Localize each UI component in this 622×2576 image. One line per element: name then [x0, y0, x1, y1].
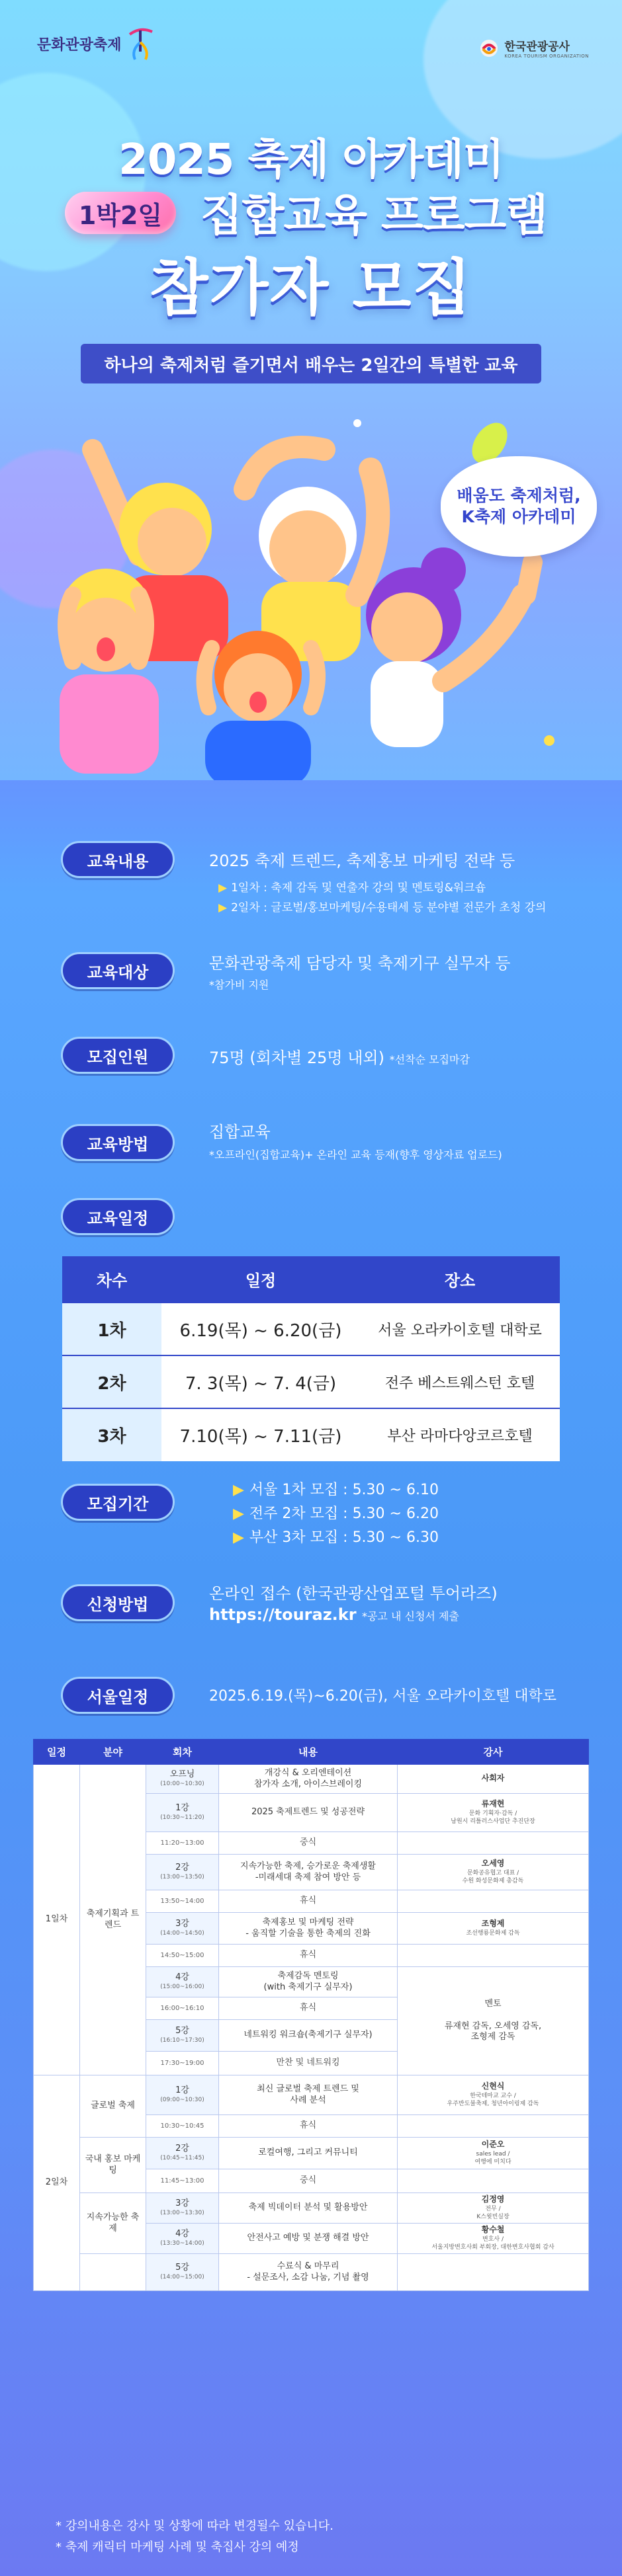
- tt-content: 네트워킹 워크숍(축제기구 실무자): [219, 2020, 398, 2052]
- tt-lecturer-name: 조형제: [481, 1919, 505, 1929]
- people-main: [209, 1045, 470, 1068]
- tt-session-label: 5강: [175, 2263, 189, 2273]
- tt-session-time: (13:00~13:30): [160, 2210, 204, 2217]
- tt-session-label: 오프닝: [169, 1769, 195, 1780]
- content-bullet-1-text: 1일차 : 축제 감독 및 연출자 강의 및 멘토링&워크숍: [231, 881, 486, 895]
- schedule-round: 1차: [62, 1303, 161, 1355]
- schedule-place: 서울 오라카이호텔 대학로: [360, 1303, 560, 1355]
- tt-session-label: 17:30~19:00: [160, 2060, 204, 2067]
- seoul-timetable: [33, 1739, 589, 2291]
- tt-session-label: 4강: [175, 2229, 189, 2239]
- tt-lecturer-title: 문화공유협고 대표 / 수원 화성문화제 총감독: [462, 1870, 524, 1884]
- tt-lecturer: [398, 1765, 589, 1794]
- tt-session-label: 13:50~14:00: [160, 1898, 204, 1905]
- tt-content: 휴식: [219, 2115, 398, 2138]
- arrow-icon: ▶: [233, 1506, 244, 1522]
- tt-session: [146, 2075, 219, 2115]
- tt-session-label: 1강: [175, 1803, 189, 1814]
- schedule-header-date: 일정: [161, 1256, 360, 1303]
- tt-session-label: 2강: [175, 2144, 189, 2154]
- arrow-icon: ▶: [218, 881, 228, 895]
- apply-url-link[interactable]: https://touraz.kr: [209, 1605, 357, 1624]
- tt-session-time: (16:10~17:30): [160, 2037, 204, 2044]
- tt-lecturer: [398, 2169, 589, 2193]
- tt-lecturer: [398, 2075, 589, 2115]
- tt-field: 국내 홍보 마케팅: [80, 2138, 146, 2193]
- tt-session: [146, 1832, 219, 1855]
- schedule-header-row: [62, 1256, 560, 1303]
- tt-session-label: 3강: [175, 1919, 189, 1929]
- table-row: [34, 2138, 589, 2169]
- tt-session-time: (13:00~13:50): [160, 1874, 204, 1881]
- tt-lecturer: [398, 2193, 589, 2224]
- tt-lecturer: [398, 1855, 589, 1890]
- tt-session-time: (10:45~11:45): [160, 2155, 204, 2162]
- tt-day: 1일차: [34, 1765, 80, 2075]
- label-target: 교육대상: [61, 952, 175, 989]
- tt-lecturer: [398, 2224, 589, 2254]
- tt-session-label: 2강: [175, 1863, 189, 1873]
- tt-session: [146, 2020, 219, 2052]
- tt-lecturer: [398, 1945, 589, 1967]
- tt-session-time: (10:30~11:20): [160, 1814, 204, 1822]
- tt-header-session: 회차: [146, 1740, 219, 1765]
- tt-session-time: (14:00~15:00): [160, 2274, 204, 2281]
- tt-content: 축제 빅데이터 분석 및 활용방안: [219, 2193, 398, 2224]
- apply-note: *공고 내 신청서 제출: [361, 1610, 459, 1623]
- schedule-date: 7.10(목) ~ 7.11(금): [161, 1408, 360, 1461]
- tt-lecturer-title: 전무 / K스윗빈실장: [476, 2206, 510, 2220]
- schedule-header-place: 장소: [360, 1256, 560, 1303]
- label-apply: 신청방법: [61, 1584, 175, 1621]
- tt-header-lecturer: 강사: [398, 1740, 589, 1765]
- tt-content: 중식: [219, 1832, 398, 1855]
- label-period: 모집기간: [61, 1484, 175, 1521]
- tt-lecturer-name: 신현식: [481, 2081, 505, 2091]
- target-main: 문화관광축제 담당자 및 축제기구 실무자 등: [209, 954, 511, 973]
- content-bullet-2-text: 2일차 : 글로벌/홍보마케팅/수용태세 등 분야별 전문가 초청 강의: [231, 901, 547, 914]
- arrow-icon: ▶: [218, 901, 228, 914]
- tt-session-time: (09:00~10:30): [160, 2097, 204, 2104]
- apply-main: 온라인 접수 (한국관광산업포털 투어라즈): [209, 1584, 498, 1603]
- tt-session-label: 11:20~13:00: [160, 1839, 204, 1847]
- tt-session-label: 4강: [175, 1972, 189, 1983]
- tt-session-label: 5강: [175, 2026, 189, 2036]
- table-row: [34, 2075, 589, 2115]
- schedule-place: 전주 베스트웨스턴 호텔: [360, 1355, 560, 1408]
- apply-url-line: [209, 1605, 459, 1624]
- tt-content: 휴식: [219, 1945, 398, 1967]
- table-row: [34, 2193, 589, 2224]
- festival-logo-text: 문화관광축제: [37, 36, 122, 54]
- tt-content: 휴식: [219, 1997, 398, 2020]
- tt-session: [146, 1945, 219, 1967]
- tt-header-day: 일정: [34, 1740, 80, 1765]
- tt-session-label: 14:50~15:00: [160, 1952, 204, 1959]
- method-note: *오프라인(집합교육)+ 온라인 교육 등재(향후 영상자료 업로드): [209, 1148, 502, 1161]
- tt-lecturer-title: 변호사 / 서울지방변호사회 부회장, 대한변호사협회 감사: [431, 2236, 555, 2251]
- kto-logo: [479, 37, 589, 59]
- tt-content: 로컬여행, 그리고 커뮤니티: [219, 2138, 398, 2169]
- tt-session-time: (13:30~14:00): [160, 2240, 204, 2247]
- tt-lecturer: [398, 2254, 589, 2291]
- method-main: 집합교육: [209, 1123, 271, 1141]
- tt-lecturer: [398, 2138, 589, 2169]
- label-people: 모집인원: [61, 1037, 175, 1074]
- tt-session: [146, 1997, 219, 2020]
- tt-field: [80, 2254, 146, 2291]
- tt-content: 만찬 및 네트워킹: [219, 2052, 398, 2075]
- tt-session-label: 10:30~10:45: [160, 2122, 204, 2130]
- schedule-place: 부산 라마다앙코르호텔: [360, 1408, 560, 1461]
- title-line-2: 집합교육 프로그램: [200, 190, 548, 241]
- speech-line-1: 배움도 축제처럼,: [457, 485, 581, 505]
- arrow-icon: ▶: [233, 1482, 244, 1498]
- tt-content: 수료식 & 마무리 - 설문조사, 소감 나눔, 기념 촬영: [219, 2254, 398, 2291]
- tt-content: 지속가능한 축제, 승가로운 축제생활 -미래세대 축제 참여 방안 등: [219, 1855, 398, 1890]
- tt-lecturer-name: 황수철: [481, 2225, 505, 2235]
- tt-session-time: (10:00~10:30): [160, 1781, 204, 1788]
- tt-session-label: 11:45~13:00: [160, 2177, 204, 2185]
- duration-badge: 1박2일: [65, 192, 176, 234]
- cheering-people-illustration: [46, 397, 589, 780]
- schedule-header-round: 차수: [62, 1256, 161, 1303]
- tt-header-field: 분야: [80, 1740, 146, 1765]
- tt-field: 축제기획과 트렌드: [80, 1765, 146, 2075]
- tt-lecturer: 멘토 류재현 감독, 오세영 감독, 조형제 감독: [398, 1967, 589, 2075]
- tt-session: [146, 1765, 219, 1794]
- title-line-1: 2025 축제 아카데미: [118, 136, 504, 184]
- hero-subtitle: 하나의 축제처럼 즐기면서 배우는 2일간의 특별한 교육: [81, 344, 541, 383]
- tt-session: [146, 1890, 219, 1913]
- label-seoul: 서울일정: [61, 1677, 175, 1714]
- table-row: [34, 2254, 589, 2291]
- content-main: 2025 축제 트렌드, 축제홍보 마케팅 전략 등: [209, 852, 515, 870]
- tt-content: 휴식: [219, 1890, 398, 1913]
- tt-session: [146, 2138, 219, 2169]
- timetable-header-row: [34, 1740, 589, 1765]
- tt-content: 개강식 & 오리엔테이션 참가자 소개, 아이스브레이킹: [219, 1765, 398, 1794]
- table-row: [34, 1765, 589, 1794]
- tt-field: 글로벌 축제: [80, 2075, 146, 2138]
- tt-lecturer-title: 한국테마교 교수 / 우주반도불축제, 청년아이링제 감독: [447, 2093, 539, 2107]
- schedule-date: 7. 3(목) ~ 7. 4(금): [161, 1355, 360, 1408]
- hero-section: [0, 0, 622, 780]
- schedule-row: [62, 1303, 560, 1355]
- tt-content: 중식: [219, 2169, 398, 2193]
- tt-lecturer-name: 김정영: [481, 2194, 505, 2204]
- tt-session-time: (15:00~16:00): [160, 1984, 204, 1991]
- label-method: 교육방법: [61, 1124, 175, 1161]
- seoul-main: 2025.6.19.(목)~6.20(금), 서울 오라카이호텔 대학로: [209, 1688, 556, 1705]
- tt-lecturer: [398, 1913, 589, 1945]
- tt-session: [146, 2052, 219, 2075]
- tt-session: [146, 1967, 219, 1997]
- kto-logo-icon: [479, 38, 499, 58]
- schedule-date: 6.19(목) ~ 6.20(금): [161, 1303, 360, 1355]
- tt-lecturer-name: 이준오: [481, 2140, 505, 2150]
- tt-lecturer-name: 류재현: [481, 1799, 505, 1809]
- tt-session-label: 1강: [175, 2085, 189, 2096]
- speech-line-2: K축제 아카데미: [461, 507, 576, 526]
- schedule-round: 3차: [62, 1408, 161, 1461]
- label-schedule: 교육일정: [61, 1198, 175, 1235]
- tt-session: [146, 1913, 219, 1945]
- tt-lecturer: [398, 2115, 589, 2138]
- timetable-body: [34, 1765, 589, 2291]
- content-bullet-1: [218, 878, 486, 895]
- period-item: [233, 1526, 439, 1547]
- tt-session: [146, 1855, 219, 1890]
- people-count: 75명 (회차별 25명 내외): [209, 1049, 384, 1067]
- schedule-table: [62, 1256, 560, 1461]
- speech-bubble: [441, 456, 597, 557]
- people-note: *선착순 모집마감: [389, 1053, 470, 1066]
- target-note: *참가비 지원: [209, 979, 269, 991]
- tt-lecturer-name: 사회자: [481, 1773, 505, 1783]
- tt-field: 지속가능한 축제: [80, 2193, 146, 2254]
- tt-session-label: 3강: [175, 2198, 189, 2209]
- label-content: 교육내용: [61, 841, 175, 878]
- tt-lecturer: [398, 1890, 589, 1913]
- tt-lecturer-name: 오세영: [481, 1859, 505, 1869]
- tt-content: 안전사고 예방 및 분쟁 해결 방안: [219, 2224, 398, 2254]
- kto-logo-text: 한국관광공사: [504, 40, 570, 54]
- period-item-text: 부산 3차 모집 : 5.30 ~ 6.30: [249, 1529, 439, 1546]
- tt-session: [146, 2254, 219, 2291]
- footer-note-2: * 축제 캐릭터 마케팅 사례 및 축집사 강의 예정: [56, 2540, 299, 2554]
- tt-session: [146, 2115, 219, 2138]
- tt-session-time: (14:00~14:50): [160, 1930, 204, 1937]
- footer-note-1: * 강의내용은 강사 및 상황에 따라 변경될수 있습니다.: [56, 2519, 333, 2533]
- kto-logo-subtext: KOREA TOURISM ORGANIZATION: [504, 54, 589, 59]
- tt-day: 2일차: [34, 2075, 80, 2291]
- tt-content: 축제감독 멘토링 (with 축제기구 실무자): [219, 1967, 398, 1997]
- tt-session: [146, 1794, 219, 1832]
- festival-logo: [37, 25, 155, 62]
- content-bullet-2: [218, 898, 546, 914]
- festival-logo-icon: [127, 25, 155, 62]
- tt-session: [146, 2224, 219, 2254]
- schedule-row: [62, 1355, 560, 1408]
- tt-lecturer: [398, 1832, 589, 1855]
- schedule-round: 2차: [62, 1355, 161, 1408]
- period-item: [233, 1478, 439, 1499]
- tt-lecturer: [398, 1794, 589, 1832]
- period-item-text: 전주 2차 모집 : 5.30 ~ 6.20: [249, 1506, 439, 1522]
- tt-content: 축제홍보 및 마케팅 전략 - 움직할 기술을 통한 축제의 진화: [219, 1913, 398, 1945]
- title-line-3: 참가자 모집: [149, 253, 473, 323]
- tt-lecturer-title: sales lead / 여행에 미치다: [474, 2151, 511, 2165]
- tt-content: 최신 글로벌 축제 트렌드 및 사례 분석: [219, 2075, 398, 2115]
- arrow-icon: ▶: [233, 1529, 244, 1546]
- tt-lecturer-title: 문화 기획자·감독 / 남원시 리틀러스사업단 추진단장: [451, 1810, 535, 1825]
- period-item: [233, 1502, 439, 1523]
- period-item-text: 서울 1차 모집 : 5.30 ~ 6.10: [249, 1482, 439, 1498]
- tt-session: [146, 2193, 219, 2224]
- tt-header-content: 내용: [219, 1740, 398, 1765]
- tt-content: 2025 축제트렌드 및 성공전략: [219, 1794, 398, 1832]
- tt-lecturer-title: 조선행룡문화제 감독: [466, 1930, 520, 1937]
- tt-session: [146, 2169, 219, 2193]
- tt-session-label: 16:00~16:10: [160, 2005, 204, 2012]
- schedule-row: [62, 1408, 560, 1461]
